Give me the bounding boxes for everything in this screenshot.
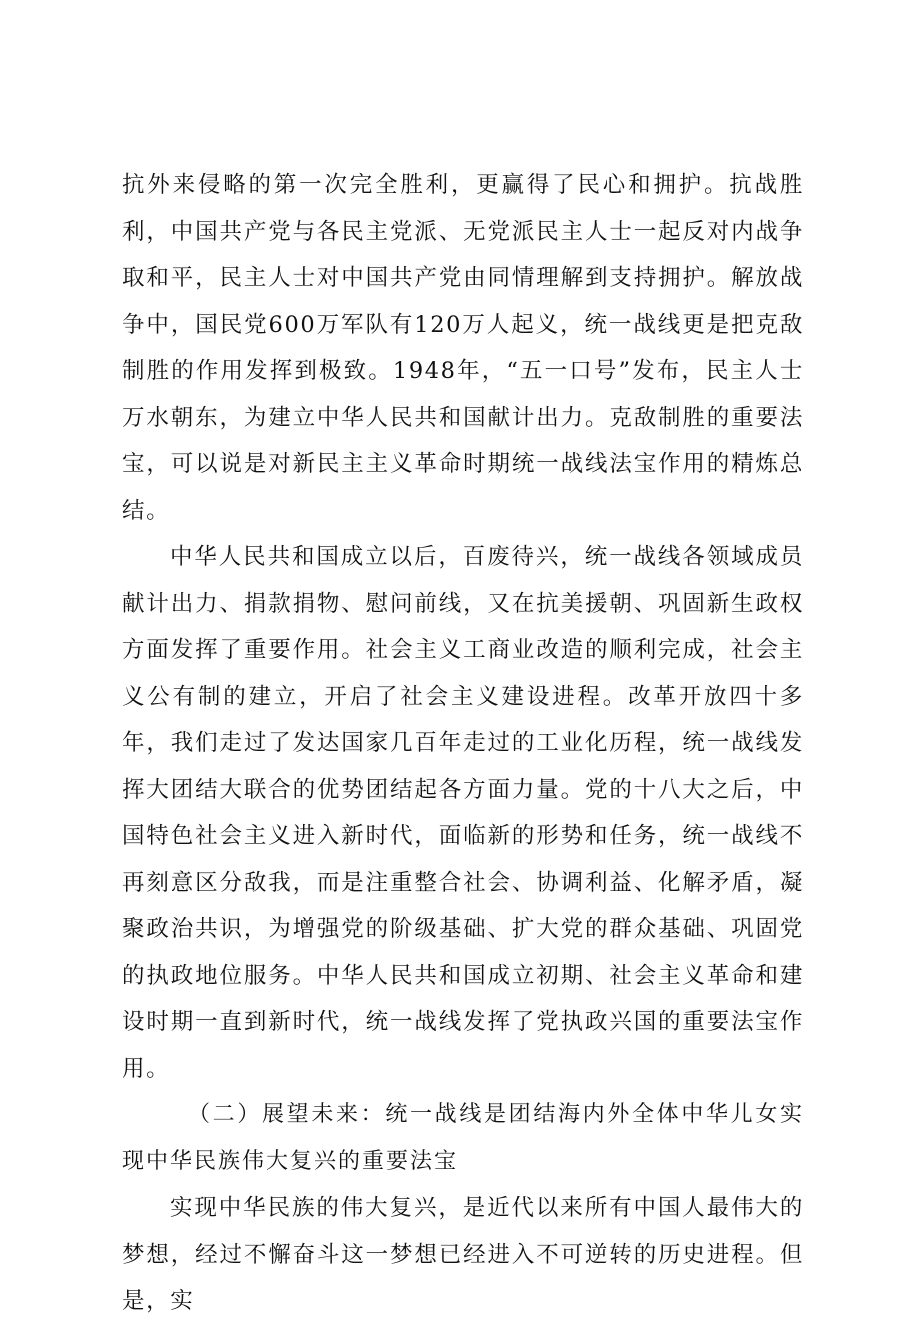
section-heading: （二）展望未来：统一战线是团结海内外全体中华儿女实现中华民族伟大复兴的重要法宝 bbox=[122, 1102, 804, 1174]
paragraph-rejuvenation: 实现中华民族的伟大复兴，是近代以来所有中国人最伟大的梦想，经过不懈奋斗这一梦想已经进入不可逆转的历史进程。但是，实 bbox=[122, 1195, 804, 1314]
document-body bbox=[122, 162, 804, 1325]
paragraph-continuation: 抗外来侵略的第一次完全胜利，更赢得了民心和拥护。抗战胜利，中国共产党与各民主党派、无党派民主人士一起反对内战争取和平，民主人士对中国共产党由同情理解到支持拥护。解放战争中，国民党600万军队有120万人起义，统一战线更是把克敌制胜的作用发挥到极致。1948年，“五一口号”发布，民主人士万水朝东，为建立中华人民共和国献计出力。克敌制胜的重要法宝，可以说是对新民主主义革命时期统一战线法宝作用的精炼总结。 bbox=[122, 172, 804, 524]
paragraph-prc-founding: 中华人民共和国成立以后，百废待兴，统一战线各领域成员献计出力、捐款捐物、慰问前线，又在抗美援朝、巩固新生政权方面发挥了重要作用。社会主义工商业改造的顺利完成，社会主义公有制的建立，开启了社会主义建设进程。改革开放四十多年，我们走过了发达国家几百年走过的工业化历程，统一战线发挥大团结大联合的优势团结起各方面力量。党的十八大之后，中国特色社会主义进入新时代，面临新的形势和任务，统一战线不再刻意区分敌我，而是注重整合社会、协调利益、化解矛盾，凝聚政治共识，为增强党的阶级基础、扩大党的群众基础、巩固党的执政地位服务。中华人民共和国成立初期、社会主义革命和建设时期一直到新时代，统一战线发挥了党执政兴国的重要法宝作用。 bbox=[122, 544, 804, 1082]
